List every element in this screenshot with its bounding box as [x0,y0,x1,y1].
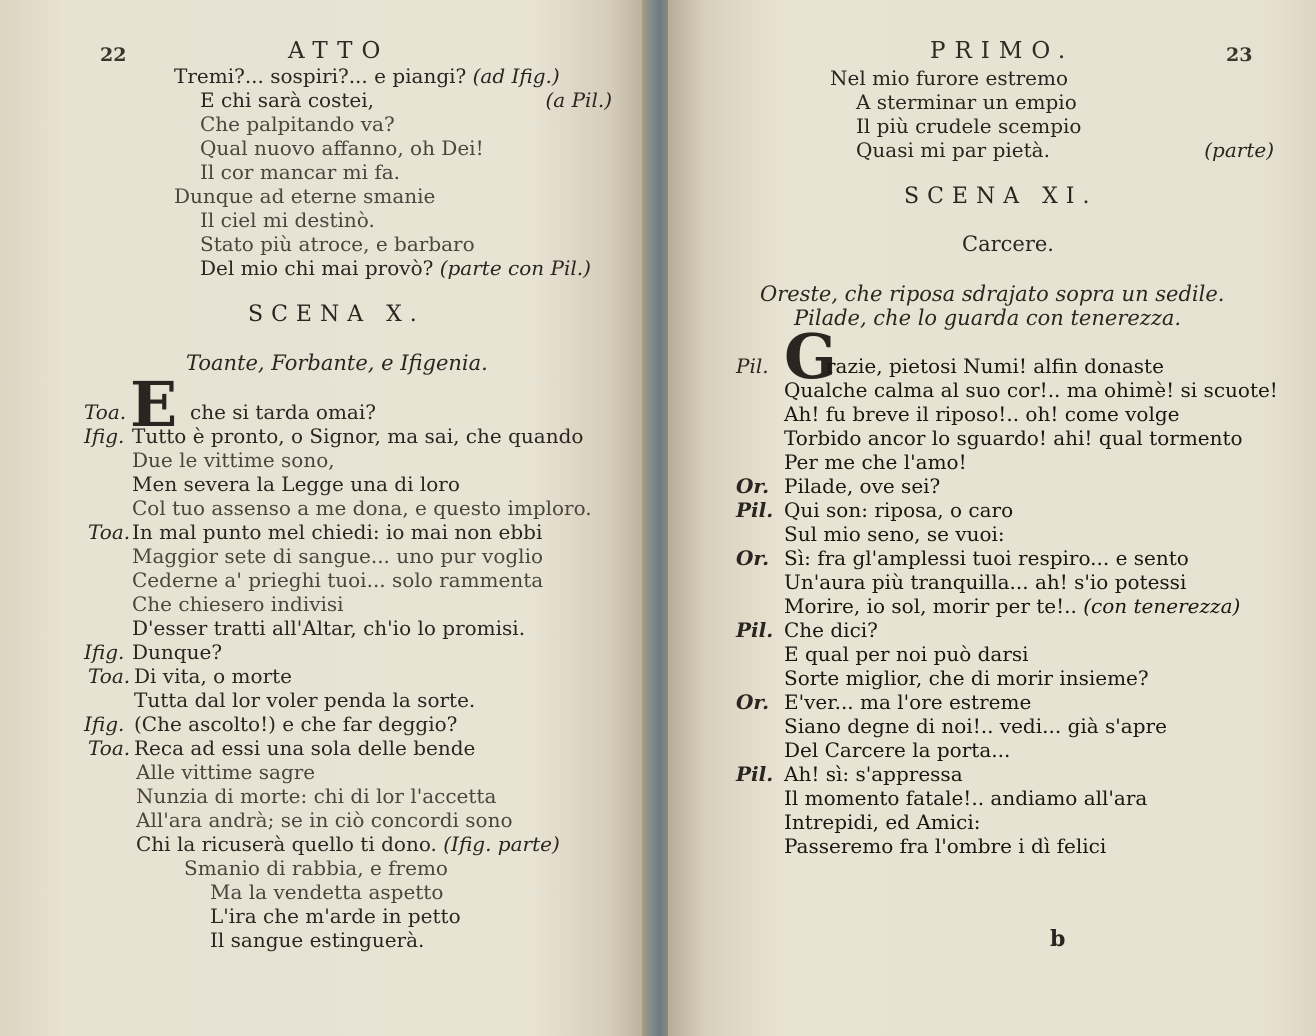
speaker-label: Or. [736,690,770,714]
dialogue-line: All'ara andrà; se in ciò concordi sono [136,808,513,832]
dialogue-line: D'esser tratti all'Altar, ch'io lo promisi. [132,616,526,640]
dialogue-line: Tutta dal lor voler penda la sorte. [134,688,476,712]
verse-line: A sterminar un empio [856,90,1077,114]
dialogue-line: Sorte miglior, che di morir insieme? [784,666,1149,690]
dialogue-line: Il momento fatale!.. andiamo all'ara [784,786,1148,810]
speaker-label: Ifig. [84,424,125,448]
speaker-label: Pil. [736,618,774,642]
stage-direction: Pilade, che lo guarda con tenerezza. [794,306,1182,330]
dialogue-line: E qual per noi può darsi [784,642,1029,666]
dialogue-line: Qualche calma al suo cor!.. ma ohimè! si scuote! [784,378,1278,402]
speaker-label: Toa. [84,400,127,424]
dialogue-line: Dunque? [132,640,223,664]
verse-line: Nel mio furore estremo [830,66,1069,90]
running-head: PRIMO. [930,38,1075,64]
verse-line: Tremi?... sospiri?... e piangi? (ad Ifig.) [174,64,560,88]
verse-line: Il ciel mi destinò. [200,208,375,232]
drop-cap: E [130,368,178,441]
dialogue-line: Un'aura più tranquilla... ah! s'io potessi [784,570,1187,594]
stage-direction: Oreste, che riposa sdrajato sopra un sedile. [760,282,1225,306]
dialogue-line: Passeremo fra l'ombre i dì felici [784,834,1107,858]
left-page [0,0,648,1036]
dialogue-line: Men severa la Legge una di loro [132,472,460,496]
scene-heading: SCENA X. [248,302,425,327]
dialogue-line: Chi la ricuserà quello ti dono. (Ifig. parte) [136,832,560,856]
signature-mark: b [1050,926,1066,952]
dialogue-line: Cederne a' prieghi tuoi... solo rammenta [132,568,544,592]
page-number: 23 [1226,44,1253,66]
dialogue-line: razie, pietosi Numi! alfin donaste [826,354,1164,378]
dialogue-line: Maggior sete di sangue... uno pur voglio [132,544,544,568]
verse-line: E chi sarà costei, (a Pil.) [200,88,612,112]
page-number: 22 [100,44,127,66]
dialogue-line: Pilade, ove sei? [784,474,941,498]
speaker-label: Toa. [88,520,131,544]
dialogue-line: Due le vittime sono, [132,448,335,472]
speaker-label: Pil. [736,498,774,522]
dialogue-line: Il sangue estinguerà. [210,928,425,952]
dialogue-line: Per me che l'amo! [784,450,967,474]
dialogue-line: Smanio di rabbia, e fremo [184,856,448,880]
dialogue-line: che si tarda omai? [190,400,376,424]
dialogue-line: Intrepidi, ed Amici: [784,810,981,834]
dialogue-line: E'ver... ma l'ore estreme [784,690,1032,714]
dialogue-line: Tutto è pronto, o Signor, ma sai, che quando [132,424,584,448]
dialogue-line: Che dici? [784,618,878,642]
verse-line: Il più crudele scempio [856,114,1082,138]
dialogue-line: Sì: fra gl'amplessi tuoi respiro... e sento [784,546,1189,570]
dialogue-line: Di vita, o morte [134,664,292,688]
speaker-label: Pil. [736,354,769,378]
speaker-label: Toa. [88,736,131,760]
dialogue-line: Ah! fu breve il riposo!.. oh! come volge [784,402,1180,426]
speaker-label: Ifig. [84,712,125,736]
dialogue-line: L'ira che m'arde in petto [210,904,461,928]
dialogue-line: Ma la vendetta aspetto [210,880,444,904]
verse-line: Stato più atroce, e barbaro [200,232,475,256]
drop-cap: G [784,320,837,393]
scene-setting: Carcere. [962,232,1054,256]
dialogue-line: Col tuo assenso a me dona, e questo imploro. [132,496,592,520]
dialogue-line: Morire, io sol, morir per te!.. (con tenerezza) [784,594,1241,618]
right-page [668,0,1316,1036]
running-head: ATTO [288,38,390,64]
dialogue-line: Nunzia di morte: chi di lor l'accetta [136,784,497,808]
scene-characters: Toante, Forbante, e Ifigenia. [186,351,488,375]
verse-line: Qual nuovo affanno, oh Dei! [200,136,484,160]
dialogue-line: Reca ad essi una sola delle bende [134,736,476,760]
speaker-label: Or. [736,474,770,498]
speaker-label: Toa. [88,664,131,688]
speaker-label: Pil. [736,762,774,786]
dialogue-line: Qui son: riposa, o caro [784,498,1014,522]
dialogue-line: Torbido ancor lo sguardo! ahi! qual tormento [784,426,1243,450]
dialogue-line: Siano degne di noi!.. vedi... già s'apre [784,714,1167,738]
verse-line: Che palpitando va? [200,112,395,136]
speaker-label: Ifig. [84,640,125,664]
verse-line: Del mio chi mai provò? (parte con Pil.) [200,256,591,280]
dialogue-line: Del Carcere la porta... [784,738,1011,762]
speaker-label: Or. [736,546,770,570]
dialogue-line: (Che ascolto!) e che far deggio? [134,712,458,736]
dialogue-line: Che chiesero indivisi [132,592,344,616]
dialogue-line: Ah! sì: s'appressa [784,762,963,786]
dialogue-line: Alle vittime sagre [136,760,316,784]
verse-line: Quasi mi par pietà. (parte) [856,138,1274,162]
dialogue-line: In mal punto mel chiedi: io mai non ebbi [132,520,543,544]
dialogue-line: Sul mio seno, se vuoi: [784,522,1005,546]
scene-heading: SCENA XI. [904,184,1098,209]
verse-line: Dunque ad eterne smanie [174,184,436,208]
verse-line: Il cor mancar mi fa. [200,160,401,184]
